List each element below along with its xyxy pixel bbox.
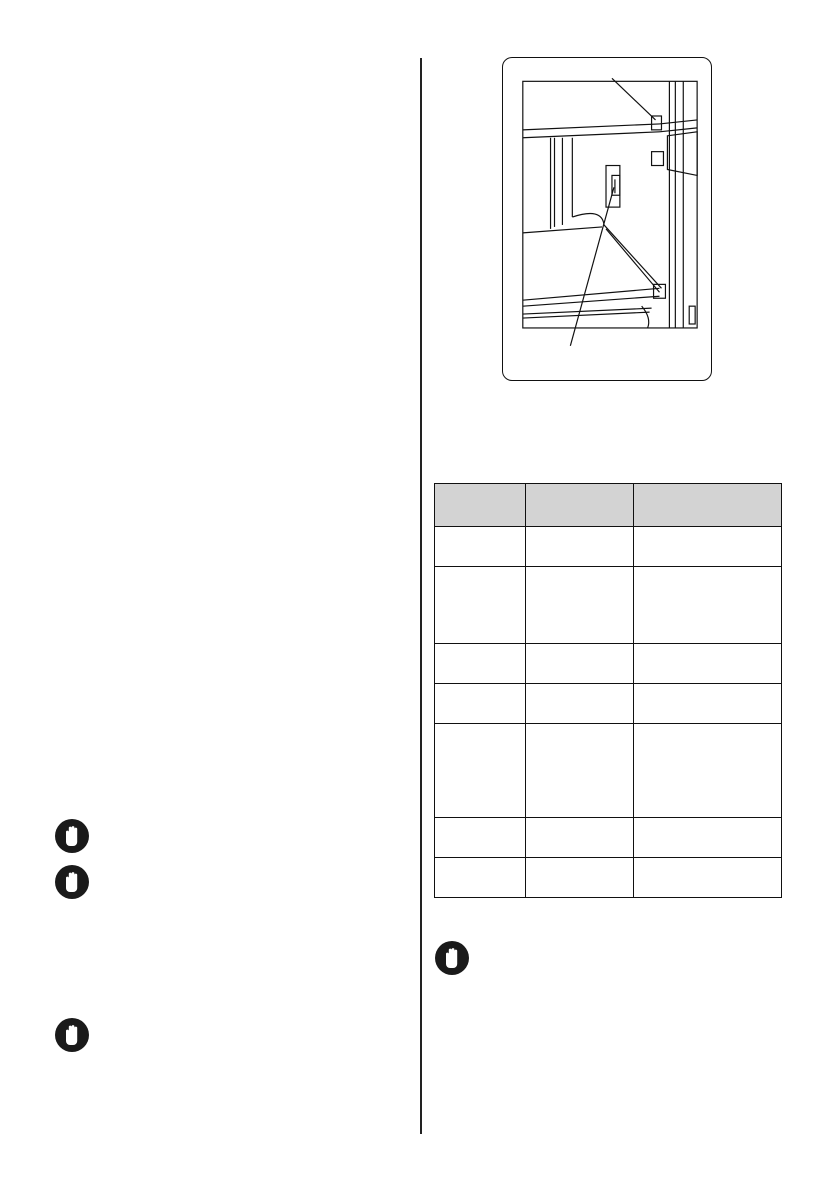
- table-row: [435, 684, 782, 724]
- table-cell: [526, 684, 634, 724]
- table-cell: [634, 818, 782, 858]
- stop-hand-icon: [434, 940, 470, 976]
- table-row: [435, 858, 782, 898]
- refrigerator-interior-figure: [502, 57, 712, 381]
- table-row: [435, 818, 782, 858]
- table-cell: [634, 858, 782, 898]
- table-header-row: [435, 484, 782, 527]
- table-cell: [634, 567, 782, 644]
- shelf-diagram: [503, 58, 711, 380]
- table-header-cell: [435, 484, 526, 527]
- table-cell: [526, 818, 634, 858]
- table-cell: [435, 567, 526, 644]
- table-cell: [526, 724, 634, 818]
- table-cell: [526, 527, 634, 567]
- table-row: [435, 644, 782, 684]
- table-cell: [435, 858, 526, 898]
- stop-hand-icon: [54, 818, 90, 854]
- column-divider: [420, 58, 422, 1134]
- table-cell: [526, 567, 634, 644]
- table-row: [435, 724, 782, 818]
- table-cell: [435, 684, 526, 724]
- table-cell: [435, 527, 526, 567]
- table-cell: [634, 644, 782, 684]
- table-header-cell: [526, 484, 634, 527]
- spec-table: [434, 483, 782, 898]
- table-cell: [526, 644, 634, 684]
- table-cell: [435, 818, 526, 858]
- stop-hand-icon: [54, 1017, 90, 1053]
- table-header-cell: [634, 484, 782, 527]
- table-cell: [435, 724, 526, 818]
- table-cell: [435, 644, 526, 684]
- stop-hand-icon: [54, 864, 90, 900]
- table-row: [435, 527, 782, 567]
- table-cell: [634, 527, 782, 567]
- table-cell: [634, 724, 782, 818]
- table-cell: [526, 858, 634, 898]
- table-row: [435, 567, 782, 644]
- table-cell: [634, 684, 782, 724]
